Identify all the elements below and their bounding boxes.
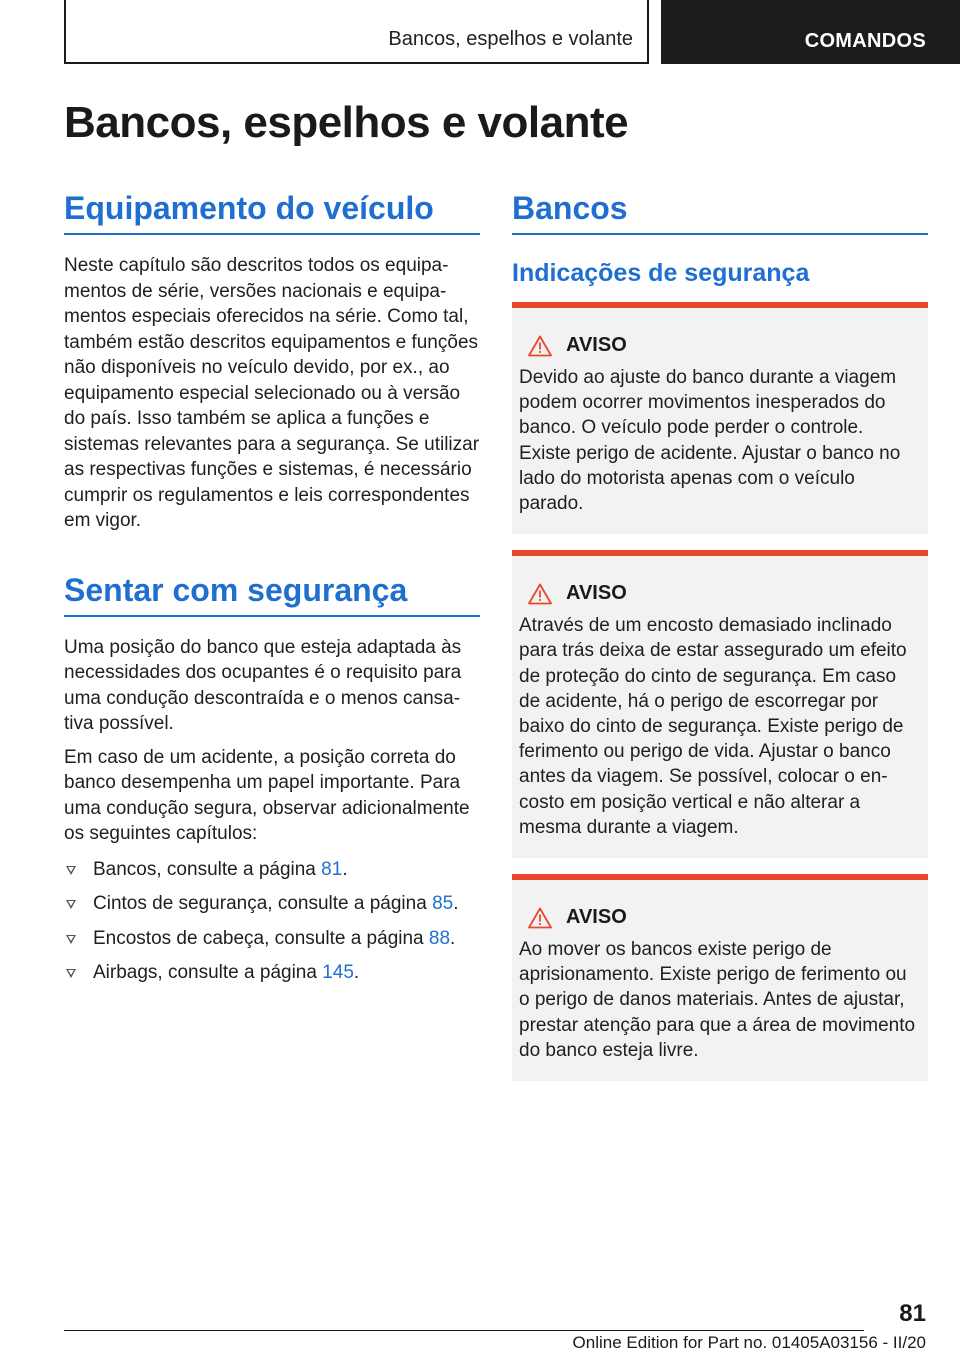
- section-title-seating: Sentar com segurança: [64, 572, 480, 617]
- seating-paragraph-2: Em caso de um acidente, a posição correta do banco desempenha um papel importante. Para uma condução segura, observar adicionalmente os seguintes capítulos:: [64, 746, 470, 844]
- bullet-triangle-icon: [66, 866, 76, 875]
- page-link[interactable]: 81: [321, 858, 343, 880]
- page-link[interactable]: 88: [428, 927, 451, 949]
- bullet-triangle-icon: [66, 935, 76, 944]
- warning-triangle-icon: [528, 907, 552, 929]
- reference-list: [64, 857, 480, 986]
- section-title-seats: Bancos: [512, 190, 928, 235]
- warning-text: Através de um encosto demasiado inclinado para trás deixa de estar assegurado um efeito de proteção do cinto de segurança. Em caso de acidente, há o perigo de escorregar por baixo do cinto de segurança. Existe perigo de ferimento ou perigo de vida. Ajustar o banco antes da viagem. Se possível, colocar o encosto em posição vertical e não alterar a mesma durante a viagem.: [519, 615, 907, 838]
- warning-triangle-icon: [528, 583, 552, 605]
- bullet-triangle-icon: [66, 969, 76, 978]
- warning-box: [512, 302, 928, 534]
- list-item: Airbags, consulte a página 145.: [64, 960, 480, 986]
- header-chapter-label: COMANDOS: [804, 30, 926, 52]
- warning-triangle-icon: [528, 335, 552, 357]
- subsection-title-safety: Indicações de segurança: [512, 259, 810, 287]
- footer-edition: Online Edition for Part no. 01405A03156 - II/20: [572, 1333, 926, 1352]
- warning-box: [512, 550, 928, 858]
- page-title: Bancos, espelhos e volante: [64, 98, 629, 147]
- warning-text: Devido ao ajuste do banco durante a viagem podem ocorrer movimentos inesperados do banco. O veículo pode perder o controle. Existe perigo de acidente. Ajustar o banco no lado do motorista apenas com o veículo parado.: [519, 367, 901, 515]
- left-column: [64, 190, 480, 995]
- header-chapter-box: [661, 0, 960, 64]
- list-item: Encostos de cabeça, consulte a página 88.: [64, 926, 480, 952]
- list-item: Cintos de segurança, consulte a página 85.: [64, 891, 480, 917]
- header-section-box: [64, 0, 649, 64]
- page-link[interactable]: 145: [322, 962, 354, 983]
- warning-text: Ao mover os bancos existe perigo de aprisionamento. Existe perigo de ferimento ou o perigo de danos materiais. Antes de ajustar, prestar atenção para que a área de movimento do banco esteja livre.: [519, 939, 916, 1061]
- list-item: Bancos, consulte a página 81.: [64, 857, 480, 883]
- warning-label: AVISO: [566, 334, 627, 356]
- right-column: [512, 190, 928, 1097]
- warning-label: AVISO: [566, 582, 627, 605]
- bullet-triangle-icon: [66, 900, 76, 909]
- page-number: 81: [899, 1300, 926, 1327]
- section-body-equipment: Neste capítulo são descritos todos os equipamentos de série, versões nacionais e equipamentos especiais oferecidos na série. Como tal, também estão descritos equipamentos e funções não disponíveis no veículo devido, por ex., ao equipamento especial selecionado ou à versão do país. Isso também se aplica a funções e sistemas relevantes para a segurança. Se utilizar as respectivas funções e sistemas, é necessário cumprir os regulamentos e leis correspondentes em vigor.: [64, 255, 480, 531]
- warning-label: AVISO: [566, 906, 627, 929]
- header-section-title: Bancos, espelhos e volante: [388, 28, 633, 50]
- page-link[interactable]: 85: [432, 893, 454, 914]
- warning-box: [512, 874, 928, 1081]
- seating-paragraph-1: Uma posição do banco que esteja adaptada às necessidades dos ocupantes é o requisito para uma condução descontraída e o menos cansativa possível.: [64, 636, 462, 734]
- section-title-equipment: Equipamento do veículo: [64, 190, 480, 235]
- footer-divider: [64, 1330, 864, 1331]
